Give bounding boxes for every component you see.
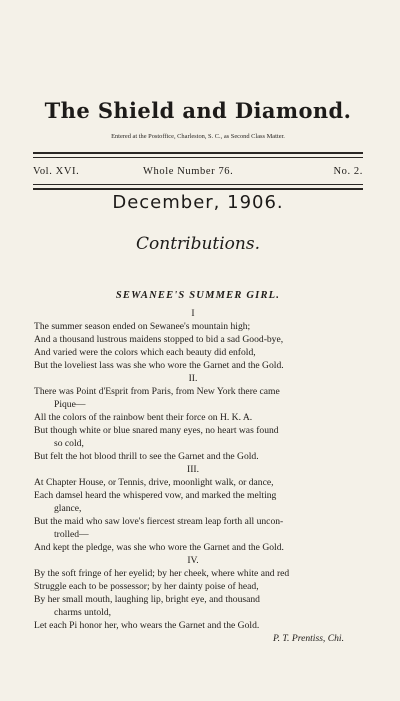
stanza-number: III. (187, 464, 199, 475)
divider (33, 152, 363, 154)
stanza-4 (34, 554, 352, 632)
poem-line: But the maid who saw love's fiercest stream leap forth all uncon- (34, 516, 284, 527)
section-heading: Contributions. (136, 234, 260, 254)
poem-line: But felt the hot blood thrill to see the Garnet and the Gold. (34, 451, 259, 462)
poem-line: By the soft fringe of her eyelid; by her cheek, where white and red (34, 568, 290, 579)
stanza-number: II. (188, 373, 198, 384)
poem-line: glance, (54, 503, 82, 514)
issue-number: No. 2. (333, 166, 363, 177)
poem-line: But the loveliest lass was she who wore the Garnet and the Gold. (34, 360, 284, 371)
poem-line: All the colors of the rainbow bent their force on H. K. A. (34, 412, 253, 423)
poem-line: And kept the pledge, was she who wore the Garnet and the Gold. (34, 542, 284, 553)
poem-title: SEWANEE'S SUMMER GIRL. (115, 290, 281, 301)
stanza-1 (34, 307, 352, 372)
poem-line: And a thousand lustrous maidens stopped to bid a sad Good-bye, (34, 334, 284, 345)
stanza-3 (34, 463, 352, 554)
divider (33, 184, 363, 185)
poem-line: But though white or blue snared many eyes, no heart was found (34, 425, 279, 436)
poem-line: charms untold, (54, 607, 112, 618)
issue-info (33, 166, 363, 178)
stanza-number: I (191, 308, 195, 319)
poem-line: Each damsel heard the whispered vow, and marked the melting (34, 490, 277, 501)
issue-date: December, 1906. (112, 192, 284, 213)
poem-line: By her small mouth, laughing lip, bright eye, and thousand (34, 594, 260, 605)
poem-line: At Chapter House, or Tennis, drive, moonlight walk, or dance, (34, 477, 274, 488)
whole-number: Whole Number 76. (143, 166, 234, 177)
poem-line: The summer season ended on Sewanee's mountain high; (34, 321, 251, 332)
stanza-number: IV. (187, 555, 199, 566)
divider (33, 188, 363, 190)
poem-line: Struggle each to be possessor; by her dainty poise of head, (34, 581, 259, 592)
postal-notice: Entered at the Postoffice, Charleston, S. C., as Second Class Matter. (111, 133, 285, 140)
poem-line: so cold, (54, 438, 84, 449)
divider (33, 157, 363, 158)
stanza-2 (34, 372, 352, 463)
poem-line: There was Point d'Esprit from Paris, from New York there came (34, 386, 280, 397)
poem-line: Let each Pi honor her, who wears the Garnet and the Gold. (34, 620, 260, 631)
poem-body (34, 307, 352, 645)
poem-line: trolled— (54, 529, 89, 540)
poem-line: Pique— (54, 399, 86, 410)
poem-author: P. T. Prentiss, Chi. (273, 633, 344, 644)
volume: Vol. XVI. (33, 166, 80, 177)
poem-line: And varied were the colors which each beauty did enfold, (34, 347, 256, 358)
masthead-title: The Shield and Diamond. (44, 98, 352, 123)
